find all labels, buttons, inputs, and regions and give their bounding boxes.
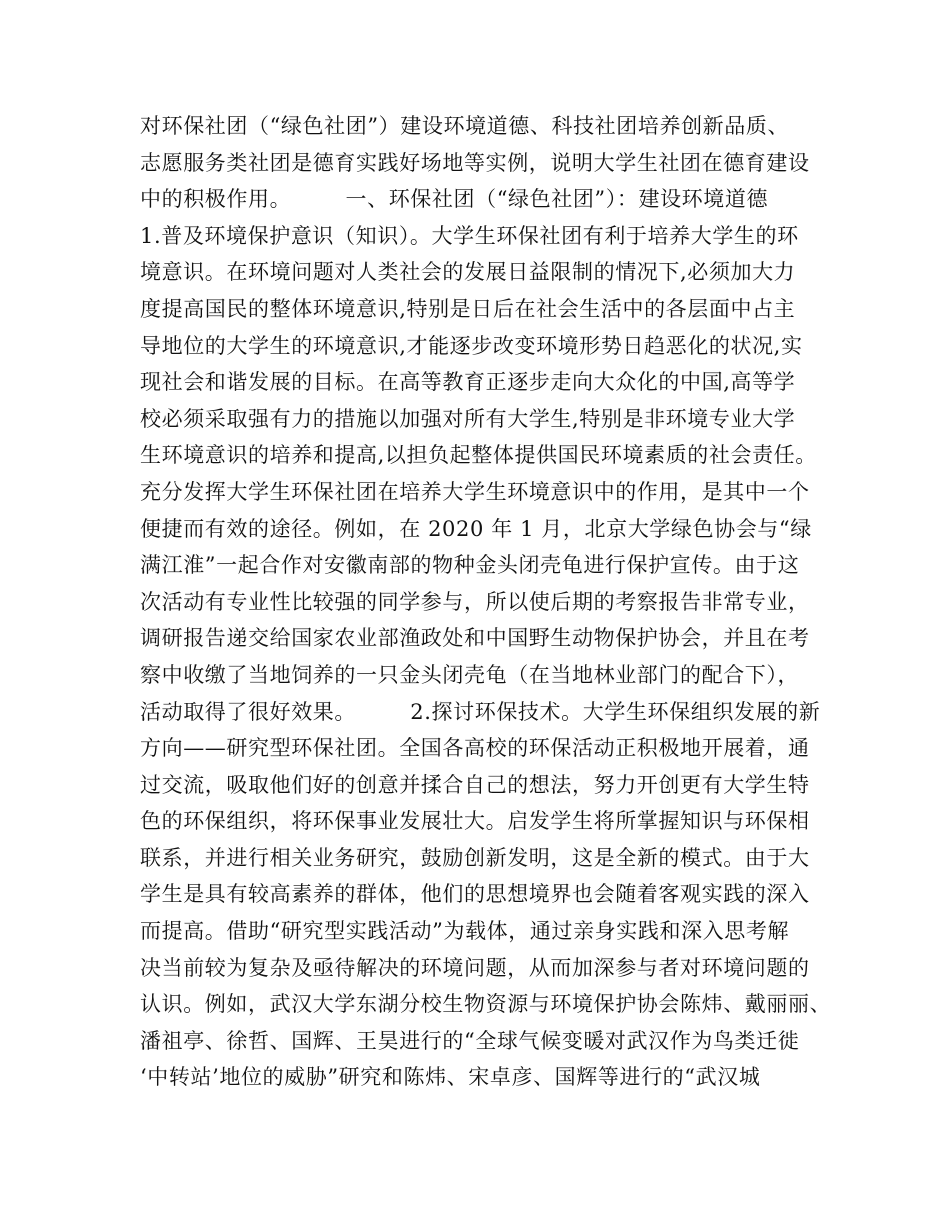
text-line: ‘中转站’地位的威胁”研究和陈炜、宋卓彦、国辉等进行的“武汉城 xyxy=(140,1065,761,1090)
text-line: 校必须采取强有力的措施以加强对所有大学生,特别是非环境专业大学 xyxy=(140,406,796,431)
text-line: 调研报告递交给国家农业部渔政处和中国野生动物保护协会，并且在考 xyxy=(140,626,810,651)
text-line: 活动取得了很好效果。 2.探讨环保技术。大学生环保组织发展的新 xyxy=(140,699,821,724)
body-text xyxy=(140,108,830,1096)
text-line: 便捷而有效的途径。例如，在 2020 年 1 月，北京大学绿色协会与“绿 xyxy=(140,516,812,541)
text-line: 次活动有专业性比较强的同学参与，所以使后期的考察报告非常专业， xyxy=(140,589,810,614)
text-line: 充分发挥大学生环保社团在培养大学生环境意识中的作用，是其中一个 xyxy=(140,479,810,504)
text-line: 对环保社团（“绿色社团”）建设环境道德、科技社团培养创新品质、 xyxy=(140,114,790,138)
text-line: 认识。例如，武汉大学东湖分校生物资源与环境保护协会陈炜、戴丽丽、 xyxy=(140,992,832,1017)
text-line: 满江淮”一起合作对安徽南部的物种金头闭壳龟进行保护宣传。由于这 xyxy=(140,553,800,578)
text-line: 境意识。在环境问题对人类社会的发展日益限制的情况下,必须加大力 xyxy=(140,260,796,285)
text-line: 生环境意识的培养和提高,以担负起整体提供国民环境素质的社会责任。 xyxy=(140,443,817,468)
text-line: 学生是具有较高素养的群体，他们的思想境界也会随着客观实践的深入 xyxy=(140,882,810,907)
text-line: 联系，并进行相关业务研究，鼓励创新发明，这是全新的模式。由于大 xyxy=(140,845,810,870)
text-line: 中的积极作用。 一、环保社团（“绿色社团”）：建设环境道德 xyxy=(140,187,769,212)
text-line: 过交流，吸取他们好的创意并揉合自己的想法，努力开创更有大学生特 xyxy=(140,772,810,797)
text-line: 色的环保组织，将环保事业发展壮大。启发学生将所掌握知识与环保相 xyxy=(140,809,810,834)
text-line: 志愿服务类社团是德育实践好场地等实例，说明大学生社团在德育建设 xyxy=(140,150,810,175)
text-line: 度提高国民的整体环境意识,特别是日后在社会生活中的各层面中占主 xyxy=(140,296,796,321)
text-line: 潘祖亭、徐哲、国辉、王昊进行的“全球气候变暖对武汉作为鸟类迁徙 xyxy=(140,1028,800,1053)
text-line: 方向——研究型环保社团。全国各高校的环保活动正积极地开展着，通 xyxy=(140,736,810,761)
text-line: 现社会和谐发展的目标。在高等教育正逐步走向大众化的中国,高等学 xyxy=(140,370,796,395)
text-line: 察中收缴了当地饲养的一只金头闭壳龟（在当地林业部门的配合下）， xyxy=(140,662,800,687)
text-line: 导地位的大学生的环境意识,才能逐步改变环境形势日趋恶化的状况,实 xyxy=(140,333,803,358)
text-line: 决当前较为复杂及亟待解决的环境问题，从而加深参与者对环境问题的 xyxy=(140,955,810,980)
text-line: 1.普及环境保护意识（知识）。大学生环保社团有利于培养大学生的环 xyxy=(140,223,799,248)
text-line: 而提高。借助“研究型实践活动”为载体，通过亲身实践和深入思考解 xyxy=(140,919,790,944)
